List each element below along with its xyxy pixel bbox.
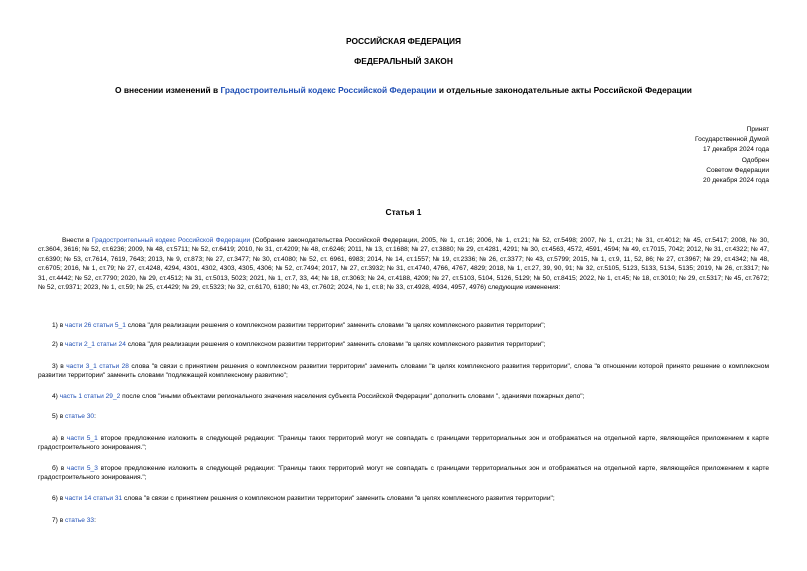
intro-code-link[interactable]: Градостроительный кодекс Российской Федерации (91, 237, 251, 244)
item-5 (38, 412, 769, 421)
item-pre: 4) (52, 393, 60, 400)
item-pre: б) в (52, 465, 68, 472)
item-post: после слов "иными объектами регионального значения населения субъекта Российской Федерации" дополнить словами ", зданиями пожарных депо"; (120, 393, 585, 400)
item-pre: 1) в (52, 322, 66, 329)
adopted-label: Принят (746, 126, 769, 133)
item-pre: 2) в (52, 341, 66, 348)
item-link[interactable]: части 5_1 (66, 435, 98, 442)
item-pre: 3) в (52, 363, 67, 370)
item-link[interactable]: части 14 статьи 31 (65, 495, 123, 502)
item-link[interactable]: статье 33 (65, 517, 95, 524)
item-post: второе предложение изложить в следующей редакции: "Границы таких территорий могут не совпадать с границами территориальных зон и отображаться на отдельной карте, являющейся приложением к карте градостроительного зонирования."; (38, 465, 769, 482)
item-post: второе предложение изложить в следующей редакции: "Границы таких территорий могут не совпадать с границами территориальных зон и отображаться на отдельной карте, являющейся приложением к карте градостроительного зонирования."; (38, 435, 770, 452)
law-type-heading: ФЕДЕРАЛЬНЫЙ ЗАКОН (354, 56, 453, 66)
item-pre: 7) в (52, 517, 66, 524)
intro-paragraph (38, 236, 769, 292)
item-1 (38, 321, 769, 330)
item-5b (38, 464, 769, 483)
law-title-pre: О внесении изменений в (115, 85, 221, 95)
article-title: Статья 1 (385, 207, 422, 217)
item-3 (38, 362, 769, 381)
item-link[interactable]: статье 30 (65, 413, 95, 420)
intro-pre: Внести в (62, 237, 92, 244)
item-link[interactable]: части 5_3 (67, 465, 98, 472)
approved-date: 20 декабря 2024 года (703, 177, 769, 185)
item-link[interactable]: часть 1 статьи 29_2 (59, 393, 121, 400)
item-6 (38, 494, 769, 503)
intro-post: (Собрание законодательства Российской Федерации, 2005, № 1, ст.16; 2006, № 1, ст.21; № 52, ст.5498; 2007, № 1, ст.21; № 31, ст.4012; № 45, ст.5417; 2008, № 30, ст.3604, 3616; № 52, ст.6236; 2009, № 48, ст.5711; № 52, ст.6419; 2010, № 31, ст.4209; № 48, ст.6246; 2011, № 13, ст.1688; № 27, ст.3880; № 29, ст.4281, 4291; № 30, ст.4563, 4572, 4591, 4594; № 49, ст.7015, 7042; 2012, № 31, ст.4322; № 47, ст.6390; № 53, ст.7614, 7619, 7643; 2013, № 9, ст.873; № 27, ст.3477; № 30, ст.4080; № 52, ст. 6961, 6983; 2014, № 14, ст.1557; № 19, ст.2336; № 26, ст.3377; № 43, ст.5799; 2015, № 1, ст.9, 11, 52, 86; № 27, ст.3967; № 29, ст.4342; № 48, ст.6705; 2016, № 1, ст.79; № 27, ст.4248, 4294, 4301, 4302, 4303, 4305, 4306; № 52, ст.7494; 2017, № 27, ст.3932; № 31, ст.4740, 4766, 4767, 4829; 2018, № 1, ст.27, 39, 90, 91; № 32, ст.5105, 5123, 5133, 5134, 5135; 2019, № 26, ст.3317; № 31, ст.4442; № 52, ст.7790; 2020, № 29, ст.4512; № 31, ст.5013, 5023; 2021, № 1, ст.7, 33, 44; № 18, ст.3063; № 24, ст.4188, 4209; № 27, ст.5103, 5104, 5126, 5129; № 50, ст.8415; 2022, № 1, ст.45; № 18, ст.3010; № 29, ст.5317; № 45, ст.7672; № 52, ст.9371; 2023, № 1, ст.59; № 25, ст.4429; № 29, ст.5323; № 32, ст.6170, 6180; № 43, ст.7602; 2024, № 1, ст.8; № 33, ст.4928, 4934, 4957, 4976) следующие изменения: (38, 237, 769, 292)
law-title-post: и отдельные законодательные акты Российской Федерации (436, 85, 692, 95)
item-link[interactable]: части 3_1 статьи 28 (66, 363, 129, 370)
law-title (0, 86, 807, 95)
item-pre: а) в (52, 435, 67, 442)
adoption-info (695, 125, 769, 186)
item-link[interactable]: части 26 статьи 5_1 (65, 322, 126, 329)
approved-label: Одобрен (741, 156, 769, 164)
item-post: : (94, 517, 96, 524)
item-post: слова "для реализации решения о комплексном развитии территории" заменить словами "в целях комплексного развития территории"; (125, 341, 546, 348)
item-pre: 5) в (52, 413, 66, 420)
item-post: слова "для реализации решения о комплексном развитии территории" заменить словами "в целях комплексного развития территории"; (125, 322, 546, 329)
code-link[interactable]: Градостроительный кодекс Российской Федерации (220, 85, 437, 95)
item-pre: 6) в (52, 495, 66, 502)
item-post: : (94, 413, 96, 420)
item-2 (38, 340, 769, 349)
item-5a (38, 434, 769, 453)
adopted-date: 17 декабря 2024 года (703, 146, 769, 154)
adopted-by: Государственной Думой (695, 136, 769, 144)
federation-heading: РОССИЙСКАЯ ФЕДЕРАЦИЯ (345, 36, 462, 46)
item-7 (38, 516, 769, 525)
approved-by: Советом Федерации (706, 166, 769, 174)
item-post: слова "в связи с принятием решения о комплексном развитии территории" заменить словами "в целях комплексного развития территории"; (122, 495, 555, 502)
item-post: слова "в связи с принятием решения о комплексном развитии территории" заменить словами "в целях комплексного развития территории", слова "в отношении которой принято решение о комплексном развитии территории" заменить словами "подлежащей комплексному развитию"; (38, 363, 769, 380)
item-4 (38, 392, 769, 401)
item-link[interactable]: части 2_1 статьи 24 (65, 341, 126, 348)
